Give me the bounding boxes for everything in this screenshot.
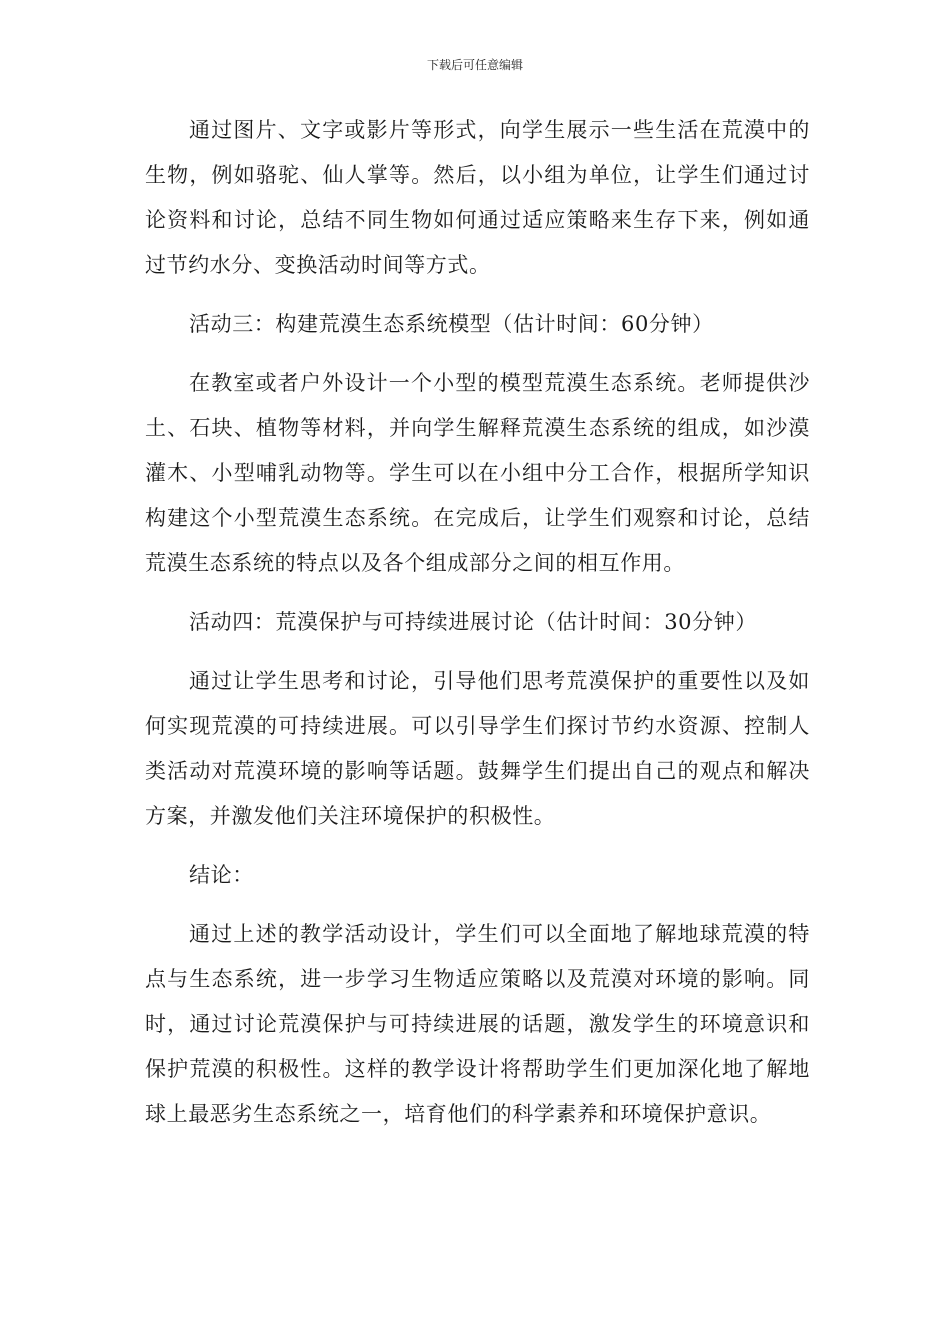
spacer <box>145 645 810 659</box>
spacer <box>145 839 810 853</box>
activity-three-heading: 活动三：构建荒漠生态系统模型（估计时间：60分钟） <box>189 312 714 336</box>
paragraph-desert-organisms: 通过图片、文字或影片等形式，向学生展示一些生活在荒漠中的生物，例如骆驼、仙人掌等。然后，以小组为单位，让学生们通过讨论资料和讨论，总结不同生物如何通过适应策略来生存下来，例如通过节约水分、变换活动时间等方式。 <box>145 118 810 277</box>
spacer <box>145 347 810 361</box>
paragraph-protection-discussion: 通过让学生思考和讨论，引导他们思考荒漠保护的重要性以及如何实现荒漠的可持续进展。可以引导学生们探讨节约水资源、控制人类活动对荒漠环境的影响等话题。鼓舞学生们提出自己的观点和解决方案，并激发他们关注环境保护的积极性。 <box>145 669 810 828</box>
paragraph-conclusion: 通过上述的教学活动设计，学生们可以全面地了解地球荒漠的特点与生态系统，进一步学习生物适应策略以及荒漠对环境的影响。同时，通过讨论荒漠保护与可持续进展的话题，激发学生的环境意识和保护荒漠的积极性。这样的教学设计将帮助学生们更加深化地了解地球上最恶劣生态系统之一，培育他们的科学素养和环境保护意识。 <box>145 922 810 1126</box>
activity-four-heading: 活动四：荒漠保护与可持续进展讨论（估计时间：30分钟） <box>189 610 757 634</box>
page-header-note: 下载后可任意编辑 <box>426 58 523 72</box>
paragraph-ecosystem-model: 在教室或者户外设计一个小型的模型荒漠生态系统。老师提供沙土、石块、植物等材料，并向学生解释荒漠生态系统的组成，如沙漠灌木、小型哺乳动物等。学生可以在小组中分工合作，根据所学知识构建这个小型荒漠生态系统。在完成后，让学生们观察和讨论，总结荒漠生态系统的特点以及各个组成部分之间的相互作用。 <box>145 371 810 575</box>
spacer <box>145 586 810 600</box>
spacer <box>145 898 810 912</box>
document-body <box>145 108 810 1137</box>
conclusion-heading: 结论： <box>189 863 254 887</box>
spacer <box>145 288 810 302</box>
